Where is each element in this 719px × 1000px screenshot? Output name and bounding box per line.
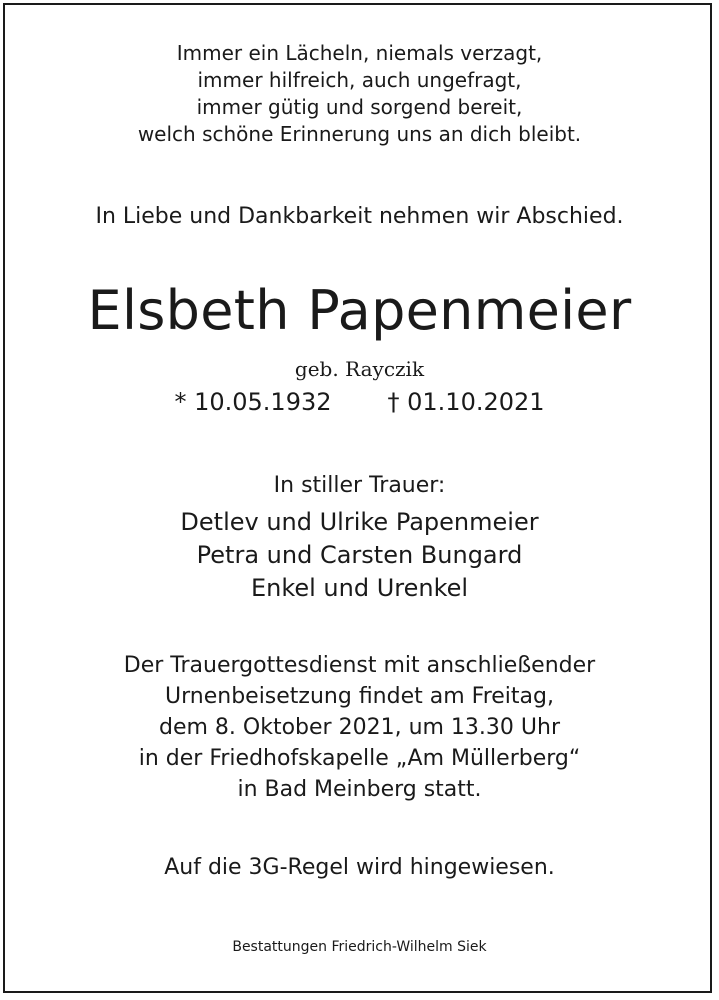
covid-note: Auf die 3G-Regel wird hingewiesen. (164, 855, 555, 880)
service-info (0, 650, 719, 805)
poem-line: Immer ein Lächeln, niemals verzagt, (176, 41, 543, 65)
mourners-list (0, 506, 719, 605)
service-line: in der Friedhofskapelle „Am Müllerberg“ (138, 746, 581, 771)
deceased-name: Elsbeth Papenmeier (87, 279, 632, 342)
poem-line: immer hilfreich, auch ungefragt, (197, 68, 522, 92)
life-dates (0, 386, 719, 418)
farewell-text: In Liebe und Dankbarkeit nehmen wir Abschied. (95, 204, 624, 229)
poem (0, 40, 719, 148)
mourner: Petra und Carsten Bungard (196, 541, 523, 569)
service-line: Urnenbeisetzung findet am Freitag, (165, 684, 554, 709)
birth-date: * 10.05.1932 (174, 388, 332, 416)
poem-line: immer gütig und sorgend bereit, (196, 95, 523, 119)
mourning-label: In stiller Trauer: (273, 473, 446, 498)
service-line: dem 8. Oktober 2021, um 13.30 Uhr (159, 715, 560, 740)
service-line: Der Trauergottesdienst mit anschließender (123, 653, 596, 678)
undertaker: Bestattungen Friedrich-Wilhelm Siek (232, 939, 487, 955)
death-date: † 01.10.2021 (387, 388, 545, 416)
poem-line: welch schöne Erinnerung uns an dich bleibt. (137, 122, 582, 146)
service-line: in Bad Meinberg statt. (237, 777, 482, 802)
mourner: Detlev und Ulrike Papenmeier (180, 508, 539, 536)
birth-name: geb. Rayczik (294, 357, 425, 381)
mourner: Enkel und Urenkel (250, 574, 469, 602)
